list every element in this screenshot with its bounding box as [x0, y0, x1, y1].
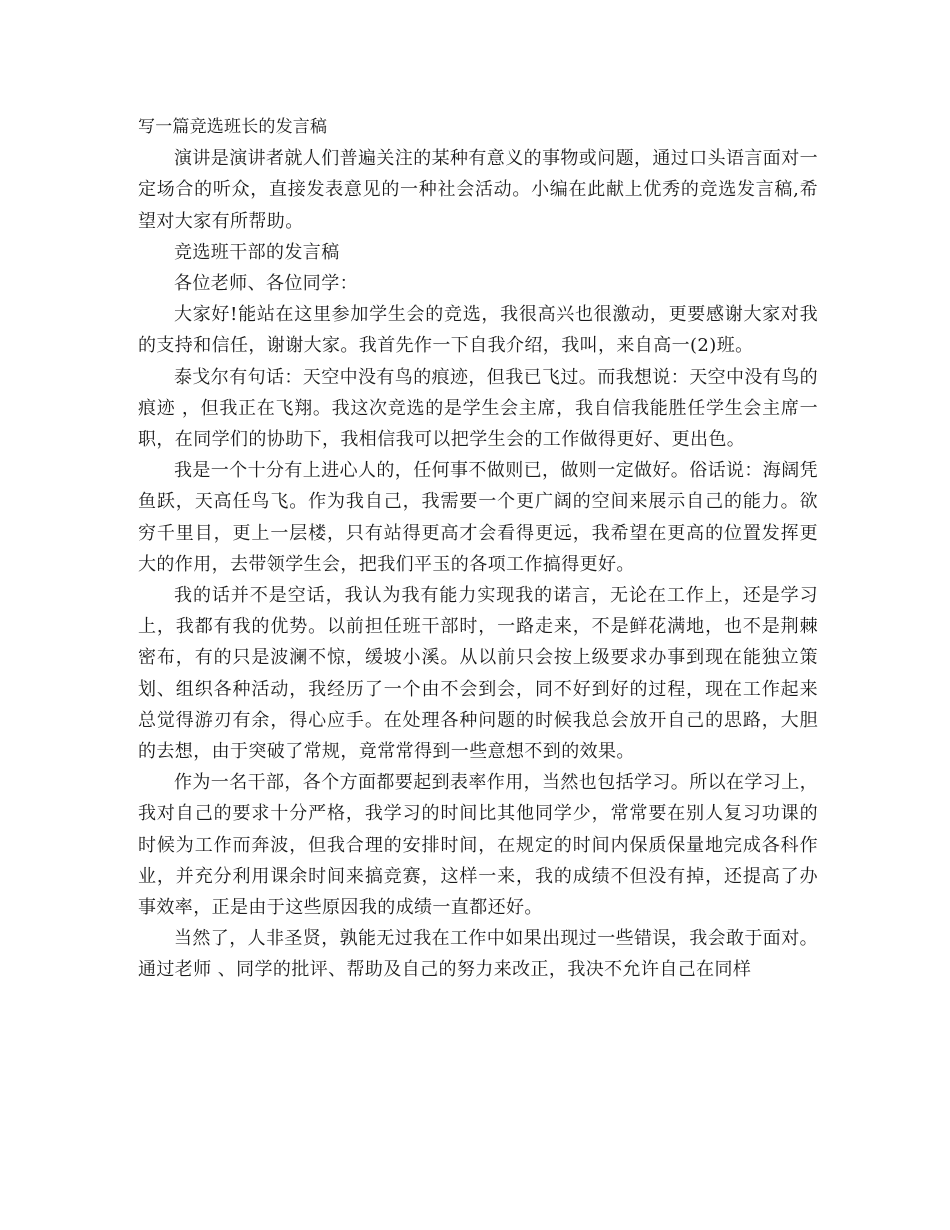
body-paragraph: 我是一个十分有上进心人的，任何事不做则已，做则一定做好。俗话说：海阔凭鱼跃，天高任鸟飞。作为我自己，我需要一个更广阔的空间来展示自己的能力。欲穷千里目，更上一层楼，只有站得更高才会看得更远，我希望在更高的位置发挥更大的作用，去带领学生会，把我们平玉的各项工作搞得更好。 — [138, 460, 818, 575]
body-paragraph: 泰戈尔有句话：天空中没有鸟的痕迹，但我已飞过。而我想说：天空中没有鸟的痕迹 ，但我正在飞翔。我这次竞选的是学生会主席，我自信我能胜任学生会主席一职，在同学们的协助下，我相信我可以把学生会的工作做得更好、更出色。 — [138, 366, 818, 451]
document-title: 写一篇竞选班长的发言稿 — [138, 117, 328, 137]
document-body — [138, 112, 818, 986]
body-paragraph: 大家好!能站在这里参加学生会的竞选，我很高兴也很激动，更要感谢大家对我的支持和信任，谢谢大家。我首先作一下自我介绍，我叫，来自高一(2)班。 — [138, 304, 818, 357]
section-heading: 竞选班干部的发言稿 — [174, 241, 340, 263]
body-paragraph: 当然了，人非圣贤，孰能无过我在工作中如果出现过一些错误，我会敢于面对。通过老师 、同学的批评、帮助及自己的努力来改正，我决不允许自己在同样 — [138, 928, 818, 981]
body-paragraph: 作为一名干部，各个方面都要起到表率作用，当然也包括学习。所以在学习上，我对自己的要求十分严格，我学习的时间比其他同学少，常常要在别人复习功课的时候为工作而奔波，但我合理的安排时间，在规定的时间内保质保量地完成各科作业，并充分利用课余时间来搞竞赛，这样一来，我的成绩不但没有掉，还提高了办事效率，正是由于这些原因我的成绩一直都还好。 — [138, 772, 818, 919]
salutation: 各位老师、各位同学： — [174, 273, 358, 295]
intro-paragraph: 演讲是演讲者就人们普遍关注的某种有意义的事物或问题，通过口头语言面对一定场合的听众，直接发表意见的一种社会活动。小编在此献上优秀的竞选发言稿,希望对大家有所帮助。 — [138, 148, 818, 232]
body-paragraph: 我的话并不是空话，我认为我有能力实现我的诺言，无论在工作上，还是学习上，我都有我的优势。以前担任班干部时，一路走来，不是鲜花满地，也不是荆棘密布，有的只是波澜不惊，缓坡小溪。从以前只会按上级要求办事到现在能独立策划、组织各种活动，我经历了一个由不会到会，同不好到好的过程，现在工作起来总觉得游刃有余，得心应手。在处理各种问题的时候我总会放开自己的思路，大胆的去想，由于突破了常规，竟常常得到一些意想不到的效果。 — [138, 585, 818, 763]
